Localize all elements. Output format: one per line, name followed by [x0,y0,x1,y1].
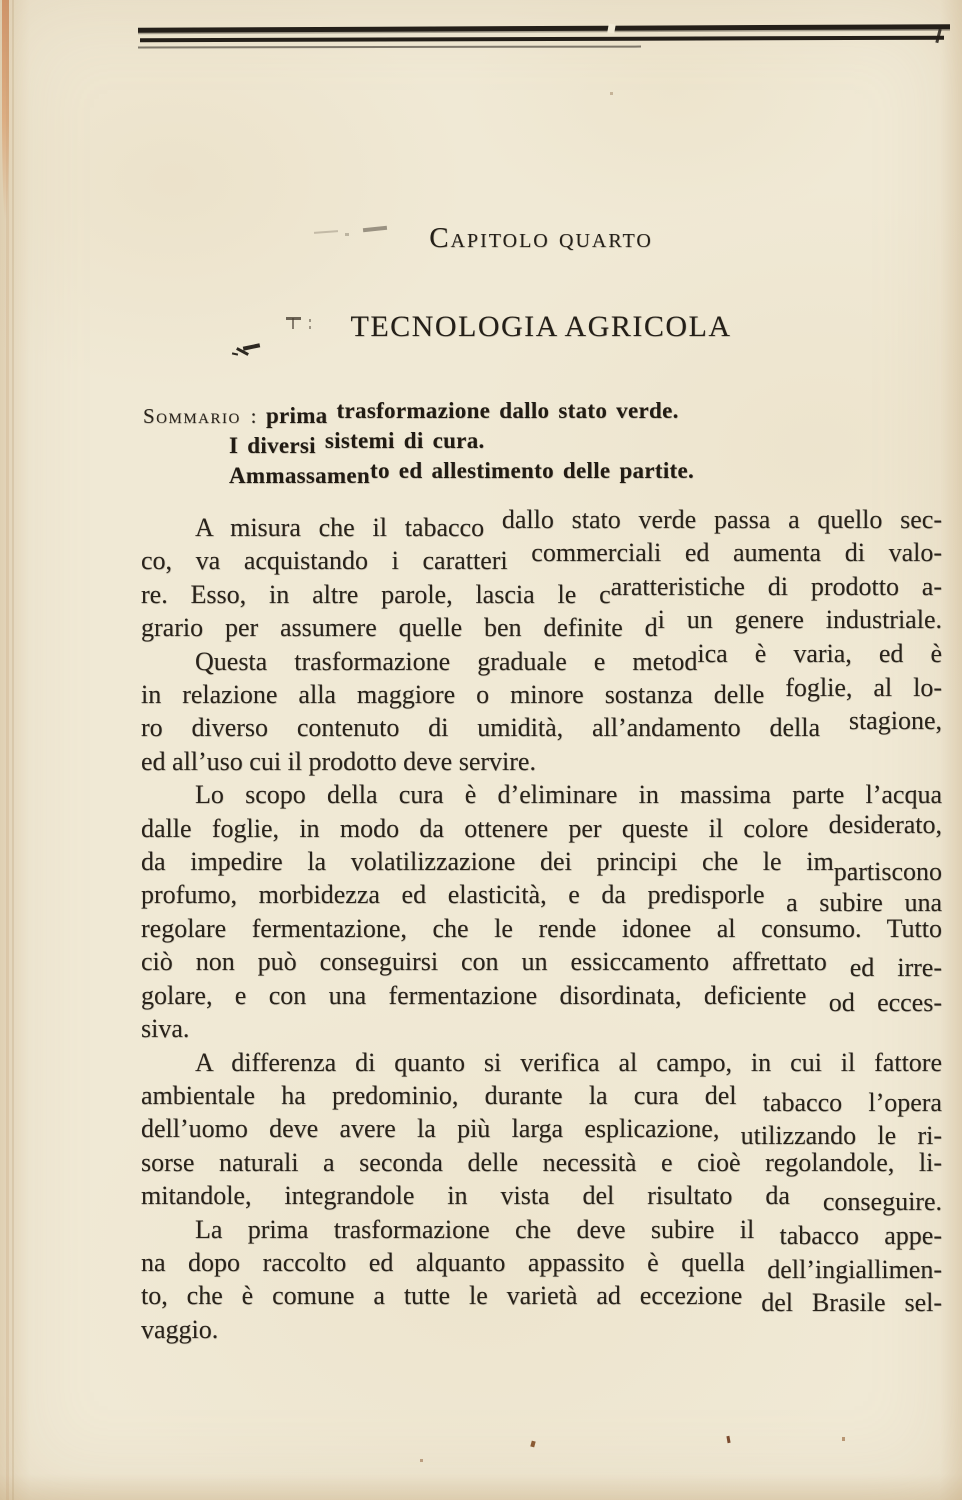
text-line [141,1213,942,1250]
text-segment: golare, e con una fermentazione disordinata, deficiente [141,980,829,1010]
paragraph [141,1213,942,1347]
text-segment: Ammassamen [229,463,370,488]
text-line [141,778,942,811]
text-segment: mitandole, integrandole in vista del risultato da [141,1181,823,1211]
text-segment: ambientale ha predominio, durante la cura del [141,1080,763,1110]
text-segment: I diversi [229,433,325,458]
text-segment: Questa trasformazione graduale e metod [195,646,698,676]
text-segment: dallo stato verde passa a quello sec- [501,505,942,534]
paragraph [141,1046,942,1217]
text-segment: siva. [141,1014,190,1044]
page-edge-line [6,0,9,1500]
paragraph [141,505,942,645]
text-line [141,1012,942,1045]
text-segment: A differenza di quanto si verifica al campo, in cui il fattore [195,1047,942,1077]
text-segment: tabacco appe- [779,1220,942,1250]
text-line [141,1079,942,1117]
text-segment: tabacco l’opera [762,1087,942,1117]
text-segment: dell’uomo deve avere la più larga esplicazione, [141,1114,741,1144]
text-line [141,673,942,711]
text-line [141,706,942,744]
chapter-heading: Capitolo quarto [429,222,653,254]
text-segment: in relazione alla maggiore o minore sostanza delle [141,680,786,710]
top-rule-line-1 [138,24,950,33]
paragraph [141,638,943,779]
text-segment: stagione, [848,706,942,736]
body-text [141,505,943,1346]
text-line [141,912,942,945]
text-line [141,1046,942,1079]
text-segment: to, che è comune a tutte le varietà ad eccezione [141,1281,762,1311]
text-segment: ed irre- [849,953,942,983]
top-rule-line-2 [140,36,944,43]
text-segment: profumo, morbidezza ed elasticità, e da predisporle [141,880,787,910]
text-segment: A misura che il tabacco [195,513,502,542]
text-line [141,878,942,918]
text-line [143,398,923,431]
text-segment: La prima trasformazione che deve subire il [195,1214,780,1244]
text-segment: i un genere industriale. [657,605,942,635]
arrow-mark [243,343,260,350]
text-line [141,1179,942,1217]
text-segment: vaggio. [141,1314,219,1344]
text-segment: del Brasile sel- [761,1288,942,1318]
text-line [141,1279,942,1318]
text-segment: conseguire. [822,1187,942,1217]
text-segment: Lo scopo della cura è d’eliminare in massima parte l’acqua [195,780,942,810]
text-segment: aratteristiche di prodotto a- [610,571,942,601]
arrow-mark [232,352,238,355]
text-segment: od ecces- [828,987,943,1017]
text-segment: na dopo raccolto ed alquanto appassito è quella [141,1247,768,1277]
text-segment: ro diverso contenuto di umidità, all’andamento della [141,713,849,743]
text-line [141,1313,942,1346]
summary-label: Sommario : [143,404,258,428]
text-segment: ciò non può conseguirsi con un essiccamento affrettato [141,947,850,977]
page-crease [12,0,14,1500]
paper-speck [530,1441,535,1448]
text-segment: co, va acquistando i caratteri [141,546,532,576]
paper-speck [420,1459,423,1462]
paragraph [141,778,942,1045]
paper-speck [726,1436,730,1443]
text-segment: utilizzando le ri- [740,1121,942,1151]
text-segment: to ed allestimento delle partite. [370,458,695,483]
text-line [143,458,923,491]
paper-speck [842,1437,845,1441]
text-segment: desiderato, [828,809,942,839]
text-segment: a subire una [786,888,942,918]
text-line [141,1112,942,1151]
text-segment: dell’ingiallimen- [767,1254,942,1284]
top-rule-gap [607,23,615,33]
text-line [141,1146,942,1179]
text-segment: partiscono [833,857,942,887]
text-line [141,979,943,1017]
text-segment: sorse naturali a seconda delle necessità e cioè regolandole, li- [141,1147,942,1177]
text-line [141,845,942,887]
top-rule [138,26,950,56]
text-line [141,745,942,778]
text-line [141,1246,942,1284]
text-segment: da impedire la volatilizzazione dei principi che le im [141,847,834,877]
text-segment: re. Esso, in altre parole, lascia le c [141,579,611,609]
text-segment: ed all’uso cui il prodotto deve servire. [141,746,536,776]
text-line [141,809,942,845]
text-segment: regolare fermentazione, che le rende idonee al consumo. Tutto [141,913,942,943]
text-line [143,428,923,461]
page-title: TECNOLOGIA AGRICOLA [350,310,732,343]
text-segment: trasformazione dallo stato verde. [336,398,679,423]
paper-speck [610,92,613,95]
summary-block [143,398,923,491]
text-segment: grario per assumere quelle ben definite d [141,613,658,643]
text-segment: ica è varia, ed è [697,638,943,668]
text-segment: commerciali ed aumenta di valo- [531,538,942,568]
text-segment: sistemi di cura. [324,428,485,453]
text-segment: prima [265,403,337,428]
text-line [141,945,942,983]
text-segment: foglie, al lo- [785,673,942,703]
top-rule-line-3 [138,46,641,49]
text-segment: dalle foglie, in modo da ottenere per queste il colore [141,813,829,843]
